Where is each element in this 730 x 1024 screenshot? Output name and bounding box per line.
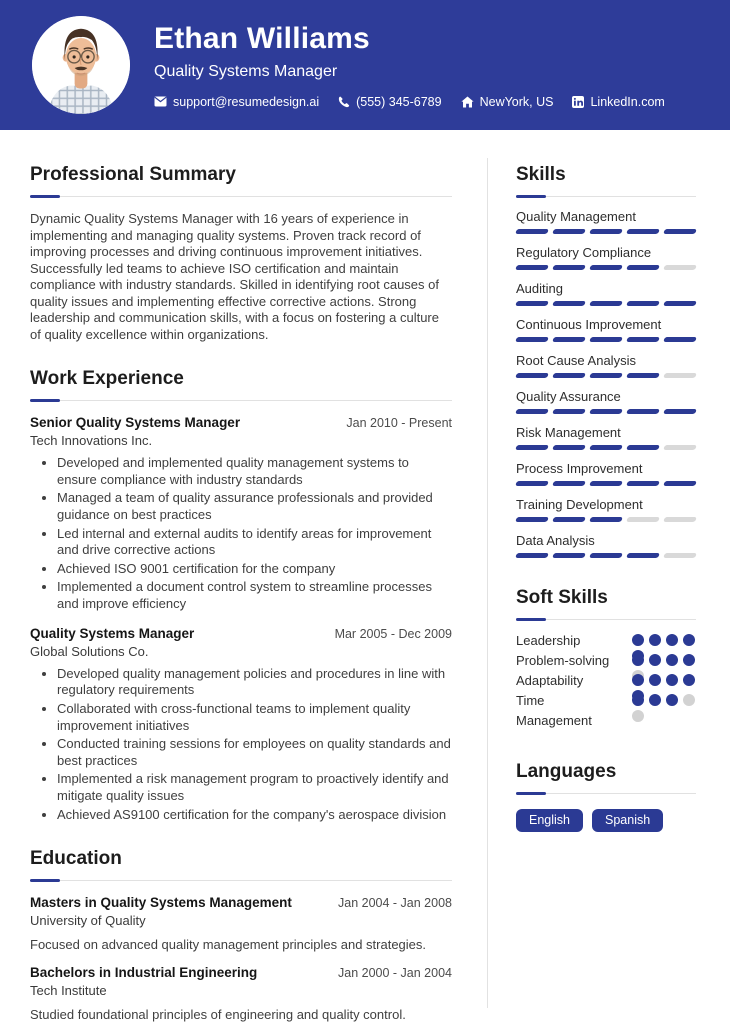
- skill-segment-filled: [626, 373, 660, 378]
- skill-segment-filled: [663, 337, 697, 342]
- summary-heading: Professional Summary: [30, 164, 236, 185]
- skill-name: Continuous Improvement: [516, 317, 662, 332]
- skill-level-bar: [516, 409, 696, 414]
- school: Tech Institute: [30, 983, 107, 999]
- skill-level-bar: [516, 265, 696, 270]
- skill-segment-filled: [589, 445, 623, 450]
- skill-name: Quality Assurance: [516, 389, 621, 404]
- soft-skill-dots: [632, 654, 696, 671]
- rating-dot-filled: [666, 634, 678, 646]
- contact-row: [154, 95, 665, 109]
- skill-segment-empty: [663, 373, 697, 378]
- education-description: Studied foundational principles of engineering and quality control.: [30, 1007, 406, 1023]
- school: University of Quality: [30, 913, 146, 929]
- education-item: [30, 965, 452, 1022]
- skill-segment-filled: [663, 301, 697, 306]
- soft-skill-name: Leadership: [516, 633, 581, 648]
- education-description: Focused on advanced quality management principles and strategies.: [30, 937, 427, 953]
- language-badge: Spanish: [592, 809, 663, 832]
- soft-skill-item: [516, 691, 696, 731]
- languages-heading: Languages: [516, 761, 617, 782]
- job-dates: Jan 2010 - Present: [346, 416, 452, 430]
- job-bullet: • Led internal and external audits to identify areas for improvement and drive corrective actions: [57, 526, 452, 559]
- skill-item: [516, 533, 696, 558]
- profile-photo: [32, 16, 130, 114]
- skill-segment-filled: [626, 229, 660, 234]
- soft-skill-name: Adaptability: [516, 673, 584, 688]
- skill-segment-filled: [515, 553, 549, 558]
- job-bullets: [30, 455, 452, 613]
- skill-segment-filled: [626, 337, 660, 342]
- soft-skills-heading: Soft Skills: [516, 587, 608, 608]
- skill-segment-empty: [663, 517, 697, 522]
- skill-level-bar: [516, 517, 696, 522]
- degree: Masters in Quality Systems Management: [30, 895, 292, 911]
- skill-segment-filled: [589, 553, 623, 558]
- avatar-illustration: [32, 16, 130, 114]
- soft-skill-item: [516, 631, 696, 651]
- skill-segment-filled: [626, 553, 660, 558]
- skill-segment-filled: [626, 481, 660, 486]
- skill-segment-filled: [515, 409, 549, 414]
- rating-dot-filled: [632, 674, 644, 686]
- rating-dot-filled: [632, 654, 644, 666]
- section-education: [30, 848, 452, 1022]
- skill-item: [516, 209, 696, 234]
- job-bullet: • Developed and implemented quality management systems to ensure compliance with industry standards: [57, 455, 452, 488]
- skill-item: [516, 497, 696, 522]
- job-bullet: • Implemented a document control system to streamline processes and improve efficiency: [57, 579, 452, 612]
- skill-segment-filled: [589, 517, 623, 522]
- skill-segment-filled: [626, 445, 660, 450]
- phone-icon: [338, 96, 350, 108]
- soft-skill-name: Problem-solving: [516, 653, 610, 668]
- job-bullet: • Developed quality management policies and procedures in line with regulatory requirements: [57, 666, 452, 699]
- skill-list: [516, 209, 696, 558]
- skill-segment-filled: [515, 301, 549, 306]
- education-head: [30, 965, 452, 980]
- skill-segment-filled: [552, 229, 586, 234]
- header: [0, 0, 730, 130]
- skill-segment-filled: [515, 265, 549, 270]
- heading-rule: [516, 618, 696, 621]
- job-bullet: • Conducted training sessions for employees on quality standards and best practices: [57, 736, 452, 769]
- skill-segment-filled: [515, 517, 549, 522]
- skill-segment-filled: [663, 229, 697, 234]
- skill-segment-filled: [589, 337, 623, 342]
- job-bullets: [30, 666, 452, 824]
- skill-segment-empty: [663, 265, 697, 270]
- skill-segment-filled: [552, 481, 586, 486]
- skill-item: [516, 461, 696, 486]
- contact-text: LinkedIn.com: [590, 94, 665, 109]
- skill-segment-filled: [552, 301, 586, 306]
- skill-name: Training Development: [516, 497, 643, 512]
- heading-rule: [30, 399, 452, 402]
- skill-level-bar: [516, 301, 696, 306]
- skill-level-bar: [516, 445, 696, 450]
- rating-dot-filled: [649, 634, 661, 646]
- contact-text: support@resumedesign.ai: [173, 94, 320, 109]
- skill-segment-filled: [515, 481, 549, 486]
- job-title: Senior Quality Systems Manager: [30, 415, 241, 430]
- soft-skill-dots: [632, 694, 696, 711]
- skill-segment-filled: [589, 301, 623, 306]
- skill-segment-filled: [663, 481, 697, 486]
- skill-item: [516, 317, 696, 342]
- contact-text: NewYork, US: [479, 94, 554, 109]
- education-dates: Jan 2004 - Jan 2008: [338, 896, 452, 911]
- skill-name: Auditing: [516, 281, 563, 296]
- rating-dot-filled: [666, 694, 678, 706]
- skill-segment-filled: [552, 517, 586, 522]
- skill-segment-filled: [626, 265, 660, 270]
- soft-skill-dots: [632, 674, 696, 691]
- candidate-title: Quality Systems Manager: [154, 62, 338, 80]
- rating-dot-empty: [632, 710, 644, 722]
- rating-dot-filled: [683, 674, 695, 686]
- skill-segment-filled: [515, 445, 549, 450]
- skill-segment-filled: [589, 373, 623, 378]
- education-list: [30, 895, 452, 1022]
- soft-skill-item: [516, 671, 696, 691]
- degree: Bachelors in Industrial Engineering: [30, 965, 258, 981]
- education-heading: Education: [30, 848, 122, 870]
- skill-item: [516, 245, 696, 270]
- contact-linkedin[interactable]: [572, 95, 664, 109]
- job-bullet: • Managed a team of quality assurance professionals and provided guidance on best practices: [57, 490, 452, 523]
- rating-dot-filled: [649, 654, 661, 666]
- skill-segment-filled: [552, 553, 586, 558]
- language-badge: English: [516, 809, 583, 832]
- skill-level-bar: [516, 553, 696, 558]
- soft-skill-list: [516, 631, 696, 731]
- skill-name: Data Analysis: [516, 533, 595, 548]
- skill-name: Root Cause Analysis: [516, 353, 636, 368]
- contact-home: [461, 95, 554, 109]
- skill-segment-filled: [515, 373, 549, 378]
- education-dates: Jan 2000 - Jan 2004: [338, 966, 452, 981]
- section-experience: [30, 368, 452, 823]
- skill-segment-filled: [589, 229, 623, 234]
- language-list: [516, 809, 696, 832]
- skill-segment-filled: [626, 301, 660, 306]
- experience-heading: Work Experience: [30, 368, 184, 389]
- skill-segment-empty: [626, 517, 660, 522]
- rating-dot-empty: [683, 694, 695, 706]
- linkedin-icon: [572, 96, 584, 108]
- skill-item: [516, 353, 696, 378]
- heading-rule: [30, 879, 452, 882]
- soft-skill-name: Time Management: [516, 693, 592, 728]
- job-dates: Mar 2005 - Dec 2009: [334, 626, 452, 641]
- heading-rule: [30, 195, 452, 198]
- job-company: Tech Innovations Inc.: [30, 433, 153, 448]
- skill-segment-empty: [663, 445, 697, 450]
- skill-segment-filled: [663, 409, 697, 414]
- header-text: [154, 22, 665, 109]
- column-divider: [487, 158, 488, 1008]
- skill-segment-filled: [515, 337, 549, 342]
- contact-email[interactable]: [154, 95, 319, 109]
- summary-text: Dynamic Quality Systems Manager with 16 years of experience in implementing and managing quality systems. Proven track record of improving processes and driving continuous improvement initiatives. Successfully led teams to achieve ISO certification and maintain compliance with industry standards. Skilled in identifying root causes of quality issues and implementing effective corrective actions. Strong leadership and communication skills, with a focus on fostering a culture of quality excellence within organizations.: [30, 211, 439, 342]
- skill-level-bar: [516, 481, 696, 486]
- heading-rule: [516, 792, 696, 795]
- skill-name: Risk Management: [516, 425, 621, 440]
- rating-dot-filled: [666, 654, 678, 666]
- job-head: [30, 626, 452, 641]
- education-head: [30, 895, 452, 910]
- soft-skill-dots: [632, 634, 696, 651]
- job-head: [30, 415, 452, 430]
- skill-segment-filled: [626, 409, 660, 414]
- job-list: [30, 415, 452, 823]
- skill-segment-filled: [552, 373, 586, 378]
- section-soft-skills: [516, 587, 696, 731]
- email-icon: [154, 96, 167, 107]
- job-item: [30, 626, 452, 824]
- candidate-name: Ethan Williams: [154, 21, 370, 55]
- skill-item: [516, 281, 696, 306]
- job-company: Global Solutions Co.: [30, 643, 149, 659]
- skill-segment-empty: [663, 553, 697, 558]
- rating-dot-filled: [683, 654, 695, 666]
- rating-dot-filled: [649, 694, 661, 706]
- skill-name: Process Improvement: [516, 461, 643, 476]
- skill-level-bar: [516, 337, 696, 342]
- job-item: [30, 415, 452, 613]
- education-item: [30, 895, 452, 952]
- skill-segment-filled: [589, 409, 623, 414]
- skill-segment-filled: [552, 337, 586, 342]
- section-skills: [516, 164, 696, 558]
- left-column: [30, 164, 452, 1022]
- skill-segment-filled: [589, 481, 623, 486]
- skill-segment-filled: [552, 265, 586, 270]
- skill-segment-filled: [552, 409, 586, 414]
- content: [0, 130, 730, 1022]
- right-column: [516, 164, 696, 1022]
- rating-dot-filled: [632, 694, 644, 706]
- skill-name: Regulatory Compliance: [516, 245, 652, 260]
- heading-rule: [516, 195, 696, 198]
- job-bullet: • Collaborated with cross-functional teams to implement quality improvement initiatives: [57, 701, 452, 734]
- job-bullet: • Achieved ISO 9001 certification for the company: [57, 561, 452, 578]
- skill-item: [516, 389, 696, 414]
- skills-heading: Skills: [516, 164, 566, 185]
- section-summary: [30, 164, 452, 343]
- job-title: Quality Systems Manager: [30, 625, 195, 641]
- home-icon: [461, 96, 474, 108]
- contact-phone[interactable]: [338, 95, 441, 109]
- skill-name: Quality Management: [516, 209, 636, 224]
- skill-segment-filled: [552, 445, 586, 450]
- job-bullet: • Implemented a risk management program to proactively identify and mitigate quality issues: [57, 771, 452, 804]
- skill-segment-filled: [515, 229, 549, 234]
- contact-text: (555) 345-6789: [356, 94, 442, 109]
- rating-dot-filled: [666, 674, 678, 686]
- section-languages: [516, 761, 696, 832]
- job-bullet: • Achieved AS9100 certification for the company's aerospace division: [57, 807, 452, 824]
- skill-segment-filled: [589, 265, 623, 270]
- rating-dot-filled: [632, 634, 644, 646]
- rating-dot-filled: [649, 674, 661, 686]
- rating-dot-filled: [683, 634, 695, 646]
- skill-item: [516, 425, 696, 450]
- skill-level-bar: [516, 373, 696, 378]
- soft-skill-item: [516, 651, 696, 671]
- skill-level-bar: [516, 229, 696, 234]
